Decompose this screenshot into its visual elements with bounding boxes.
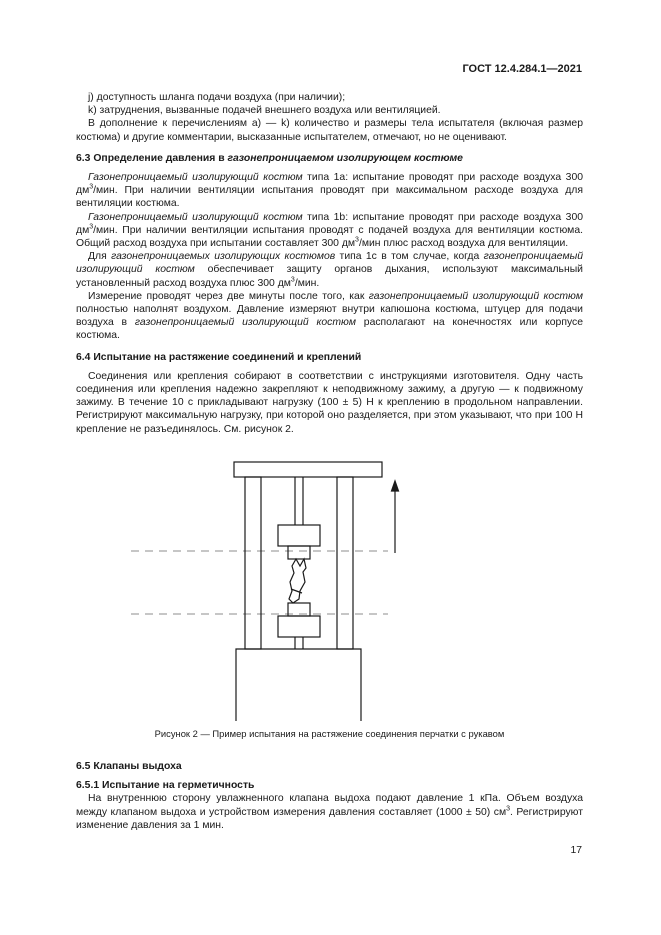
- document-header: ГОСТ 12.4.284.1—2021: [462, 63, 582, 75]
- section-6-4-title: 6.4 Испытание на растяжение соединений и креплений: [76, 351, 362, 363]
- section-6-4-paragraph: Соединения или крепления собирают в соответствии с инструкциями изготовителя. Одну часть соединения или крепления надежно закрепляют к неподвижному зажиму, а другую — к подвижному зажиму. В течение 10 с прикладывают нагрузку (100 ± 5) Н к креплению в продольном направлении. Регистрируют максимальную нагрузку, при которой оно разделяется, при этом указывают, что при 100 Н крепление не разъединялось. См. рисунок 2.: [76, 370, 583, 435]
- lower-clamp: [278, 616, 320, 637]
- section-6-3-title: 6.3 Определение давления в газонепроницаемом изолирующем костюме: [76, 152, 463, 164]
- page-number: 17: [570, 845, 582, 856]
- section-6-3-paragraph-3: Для газонепроницаемых изолирующих костюмов типа 1c в том случае, когда газонепроницаемый изолирующий костюм обеспечивает защиту органов дыхания, используют максимальный установленный расход воздуха плюс 300 $дм^3$/мин.: [76, 251, 584, 289]
- section-6-5-1-title: 6.5.1 Испытание на герметичность: [76, 780, 255, 792]
- section-6-5-title: 6.5 Клапаны выдоха: [76, 761, 182, 773]
- section-6-3-paragraph-1: Газонепроницаемый изолирующий костюм типа 1а: испытание проводят при расходе воздуха 300 $дм^3$/мин. При наличии вентиляции испытания проводят при максимальном расходе воздуха для вентиляции костюма.: [76, 172, 583, 210]
- force-direction-arrow: [392, 481, 399, 553]
- tensile-test-diagram: [76, 449, 583, 721]
- glove-sleeve-specimen: [289, 559, 306, 603]
- figure-2: [76, 449, 583, 721]
- upper-jaw: [288, 546, 310, 559]
- right-column: [337, 477, 353, 649]
- list-item-k: k) затруднения, вызванные подачей внешнего воздуха или вентиляцией.: [88, 105, 441, 117]
- section-6-5-1-paragraph: На внутреннюю сторону увлажненного клапана выдоха подают давление 1 кПа. Объем воздуха между клапаном выдоха и устройством измерения давления составляет (1000 ± 50) $см^3$. Регистрируют изменение давления за 1 мин.: [76, 793, 583, 831]
- addition-paragraph: В дополнение к перечислениям а) — k) количество и размеры тела испытателя (включая размер костюма) и другие комментарии, высказанные испытателем, отмечают, но не оценивают.: [76, 118, 583, 143]
- list-item-j: j) доступность шланга подачи воздуха (при наличии);: [88, 92, 346, 103]
- figure-caption: Рисунок 2 — Пример испытания на растяжение соединения перчатки с рукавом: [154, 727, 505, 739]
- left-column: [245, 477, 261, 649]
- top-crossbar: [234, 462, 382, 477]
- page-content: [76, 91, 583, 832]
- machine-base: [236, 649, 361, 721]
- section-6-3-paragraph-2: Газонепроницаемый изолирующий костюм типа 1b: испытание проводят при расходе воздуха 300 $дм^3$/мин. При наличии вентиляции испытания проводят с подачей воздуха для вентиляции костюма. Общий расход воздуха при испытании составляет 300 $дм^3$/мин плюс расход воздуха для вентиляции.: [76, 211, 583, 250]
- section-6-3-paragraph-4: Измерение проводят через две минуты после того, как газонепроницаемый изолирующий костюм полностью наполнят воздухом. Давление измеряют внутри капюшона костюма, штуцер для подачи воздуха в газонепроницаемый изолирующий костюм располагают на конечностях или корпусе костюма.: [76, 290, 584, 342]
- upper-clamp: [278, 525, 320, 546]
